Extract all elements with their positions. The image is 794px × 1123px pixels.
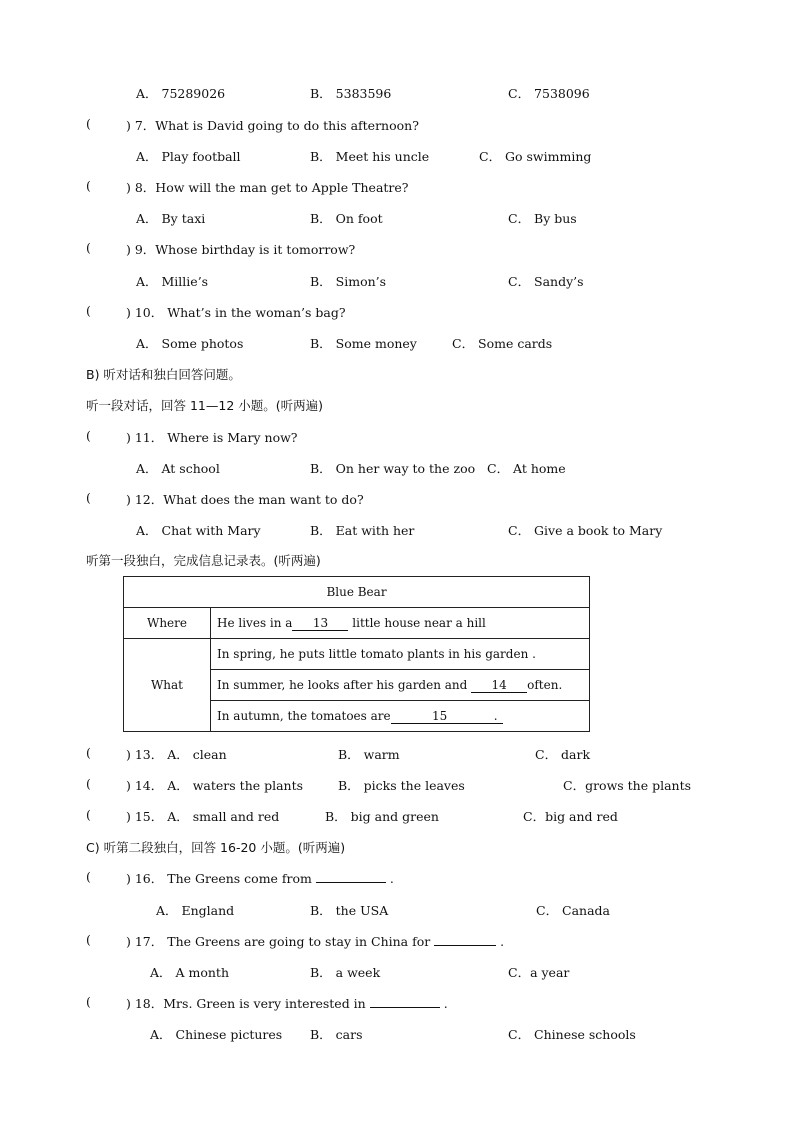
q6-option-c: C． 7538096: [508, 86, 590, 101]
blank-15[interactable]: 15: [391, 709, 489, 724]
q18-option-c: C． Chinese schools: [508, 1027, 636, 1042]
info-record-table: [123, 576, 590, 732]
q11-option-c: C． At home: [487, 461, 566, 476]
q12-option-b: B． Eat with her: [310, 523, 415, 538]
table-title: Blue Bear: [124, 577, 590, 608]
dialog-intro: 听一段对话，回答 11—12 小题。(听两遍): [86, 398, 324, 413]
q11-question: ) 11． Where is Mary now?: [126, 430, 298, 445]
q12-option-a: A． Chat with Mary: [136, 523, 261, 538]
q16-paren: (: [86, 869, 91, 884]
q7-question: ) 7．What is David going to do this afternoon?: [126, 118, 419, 133]
q8-paren: (: [86, 178, 91, 193]
q15-option-c: C．big and red: [523, 809, 618, 824]
q11-option-a: A． At school: [136, 461, 220, 476]
q7-paren: (: [86, 116, 91, 131]
q12-question: ) 12．What does the man want to do?: [126, 492, 364, 507]
q16-answer-blank[interactable]: [316, 882, 386, 883]
where-cell: [211, 608, 590, 639]
q16-question: ) 16． The Greens come from .: [126, 871, 394, 886]
q10-option-a: A． Some photos: [136, 336, 244, 351]
q18-answer-blank[interactable]: [370, 1007, 440, 1008]
q17-option-c: C．a year: [508, 965, 570, 980]
q12-option-c: C． Give a book to Mary: [508, 523, 663, 538]
where-text-post: little house near a hill: [348, 615, 486, 630]
q13-option-c: C． dark: [535, 747, 591, 762]
q7-option-b: B． Meet his uncle: [310, 149, 430, 164]
q8-option-c: C． By bus: [508, 211, 577, 226]
what-row-autumn: [211, 701, 590, 732]
blank-13[interactable]: 13: [292, 616, 348, 631]
q9-option-c: C． Sandy’s: [508, 274, 584, 289]
q14-question-option-a: ) 14． A． waters the plants: [126, 778, 304, 793]
summer-text-pre: In summer, he looks after his garden and: [217, 677, 472, 692]
q9-paren: (: [86, 240, 91, 255]
q17-question-text: ) 17． The Greens are going to stay in China for: [126, 934, 431, 949]
q10-option-b: B． Some money: [310, 336, 417, 351]
what-row-spring: In spring, he puts little tomato plants in his garden .: [211, 639, 590, 670]
q9-option-b: B． Simon’s: [310, 274, 387, 289]
section-b-heading: B) 听对话和独白回答问题。: [86, 367, 241, 382]
q13-paren: (: [86, 745, 91, 760]
table-row: [124, 577, 590, 608]
where-label: Where: [124, 608, 211, 639]
q16-question-text: ) 16． The Greens come from: [126, 871, 312, 886]
q15-question-option-a: ) 15． A． small and red: [126, 809, 280, 824]
q8-option-b: B． On foot: [310, 211, 383, 226]
q8-question: ) 8．How will the man get to Apple Theatre?: [126, 180, 409, 195]
blank-14[interactable]: 14: [471, 678, 527, 693]
q16-option-b: B． the USA: [310, 903, 389, 918]
q7-option-a: A． Play football: [136, 149, 241, 164]
q10-question: ) 10． What’s in the woman’s bag?: [126, 305, 346, 320]
what-label: What: [124, 639, 211, 732]
q15-paren: (: [86, 807, 91, 822]
q11-paren: (: [86, 428, 91, 443]
table-row: [124, 608, 590, 639]
q9-question: ) 9．Whose birthday is it tomorrow?: [126, 242, 356, 257]
table-row: [124, 639, 590, 670]
q16-option-a: A． England: [156, 903, 235, 918]
q6-option-b: B． 5383596: [310, 86, 392, 101]
q17-option-a: A． A month: [150, 965, 230, 980]
q17-answer-blank[interactable]: [434, 945, 496, 946]
q7-option-c: C． Go swimming: [479, 149, 592, 164]
where-text-pre: He lives in a: [217, 615, 293, 630]
q9-option-a: A． Millie’s: [136, 274, 209, 289]
q14-option-c: C．grows the plants: [563, 778, 692, 793]
q13-option-b: B． warm: [338, 747, 400, 762]
q6-option-a: A． 75289026: [136, 86, 226, 101]
q10-paren: (: [86, 303, 91, 318]
autumn-text-pre: In autumn, the tomatoes are: [217, 708, 391, 723]
summer-text-post: often.: [527, 677, 563, 692]
q10-option-c: C． Some cards: [452, 336, 553, 351]
q14-option-b: B． picks the leaves: [338, 778, 465, 793]
q17-option-b: B． a week: [310, 965, 381, 980]
q12-paren: (: [86, 490, 91, 505]
q18-question-text: ) 18．Mrs. Green is very interested in: [126, 996, 366, 1011]
blank-15-tail: .: [489, 709, 503, 724]
q18-option-a: A． Chinese pictures: [150, 1027, 283, 1042]
q15-option-b: B． big and green: [325, 809, 439, 824]
q16-option-c: C． Canada: [536, 903, 611, 918]
q18-question: ) 18．Mrs. Green is very interested in .: [126, 996, 448, 1011]
what-row-summer: [211, 670, 590, 701]
q11-option-b: B． On her way to the zoo: [310, 461, 476, 476]
q18-option-b: B． cars: [310, 1027, 363, 1042]
q8-option-a: A． By taxi: [136, 211, 206, 226]
monologue1-intro: 听第一段独白，完成信息记录表。(听两遍): [86, 553, 321, 568]
q13-question-option-a: ) 13． A． clean: [126, 747, 227, 762]
q17-question: ) 17． The Greens are going to stay in China for .: [126, 934, 505, 949]
section-c-heading: C) 听第二段独白，回答 16-20 小题。(听两遍): [86, 840, 346, 855]
q18-paren: (: [86, 994, 91, 1009]
q17-paren: (: [86, 932, 91, 947]
q14-paren: (: [86, 776, 91, 791]
